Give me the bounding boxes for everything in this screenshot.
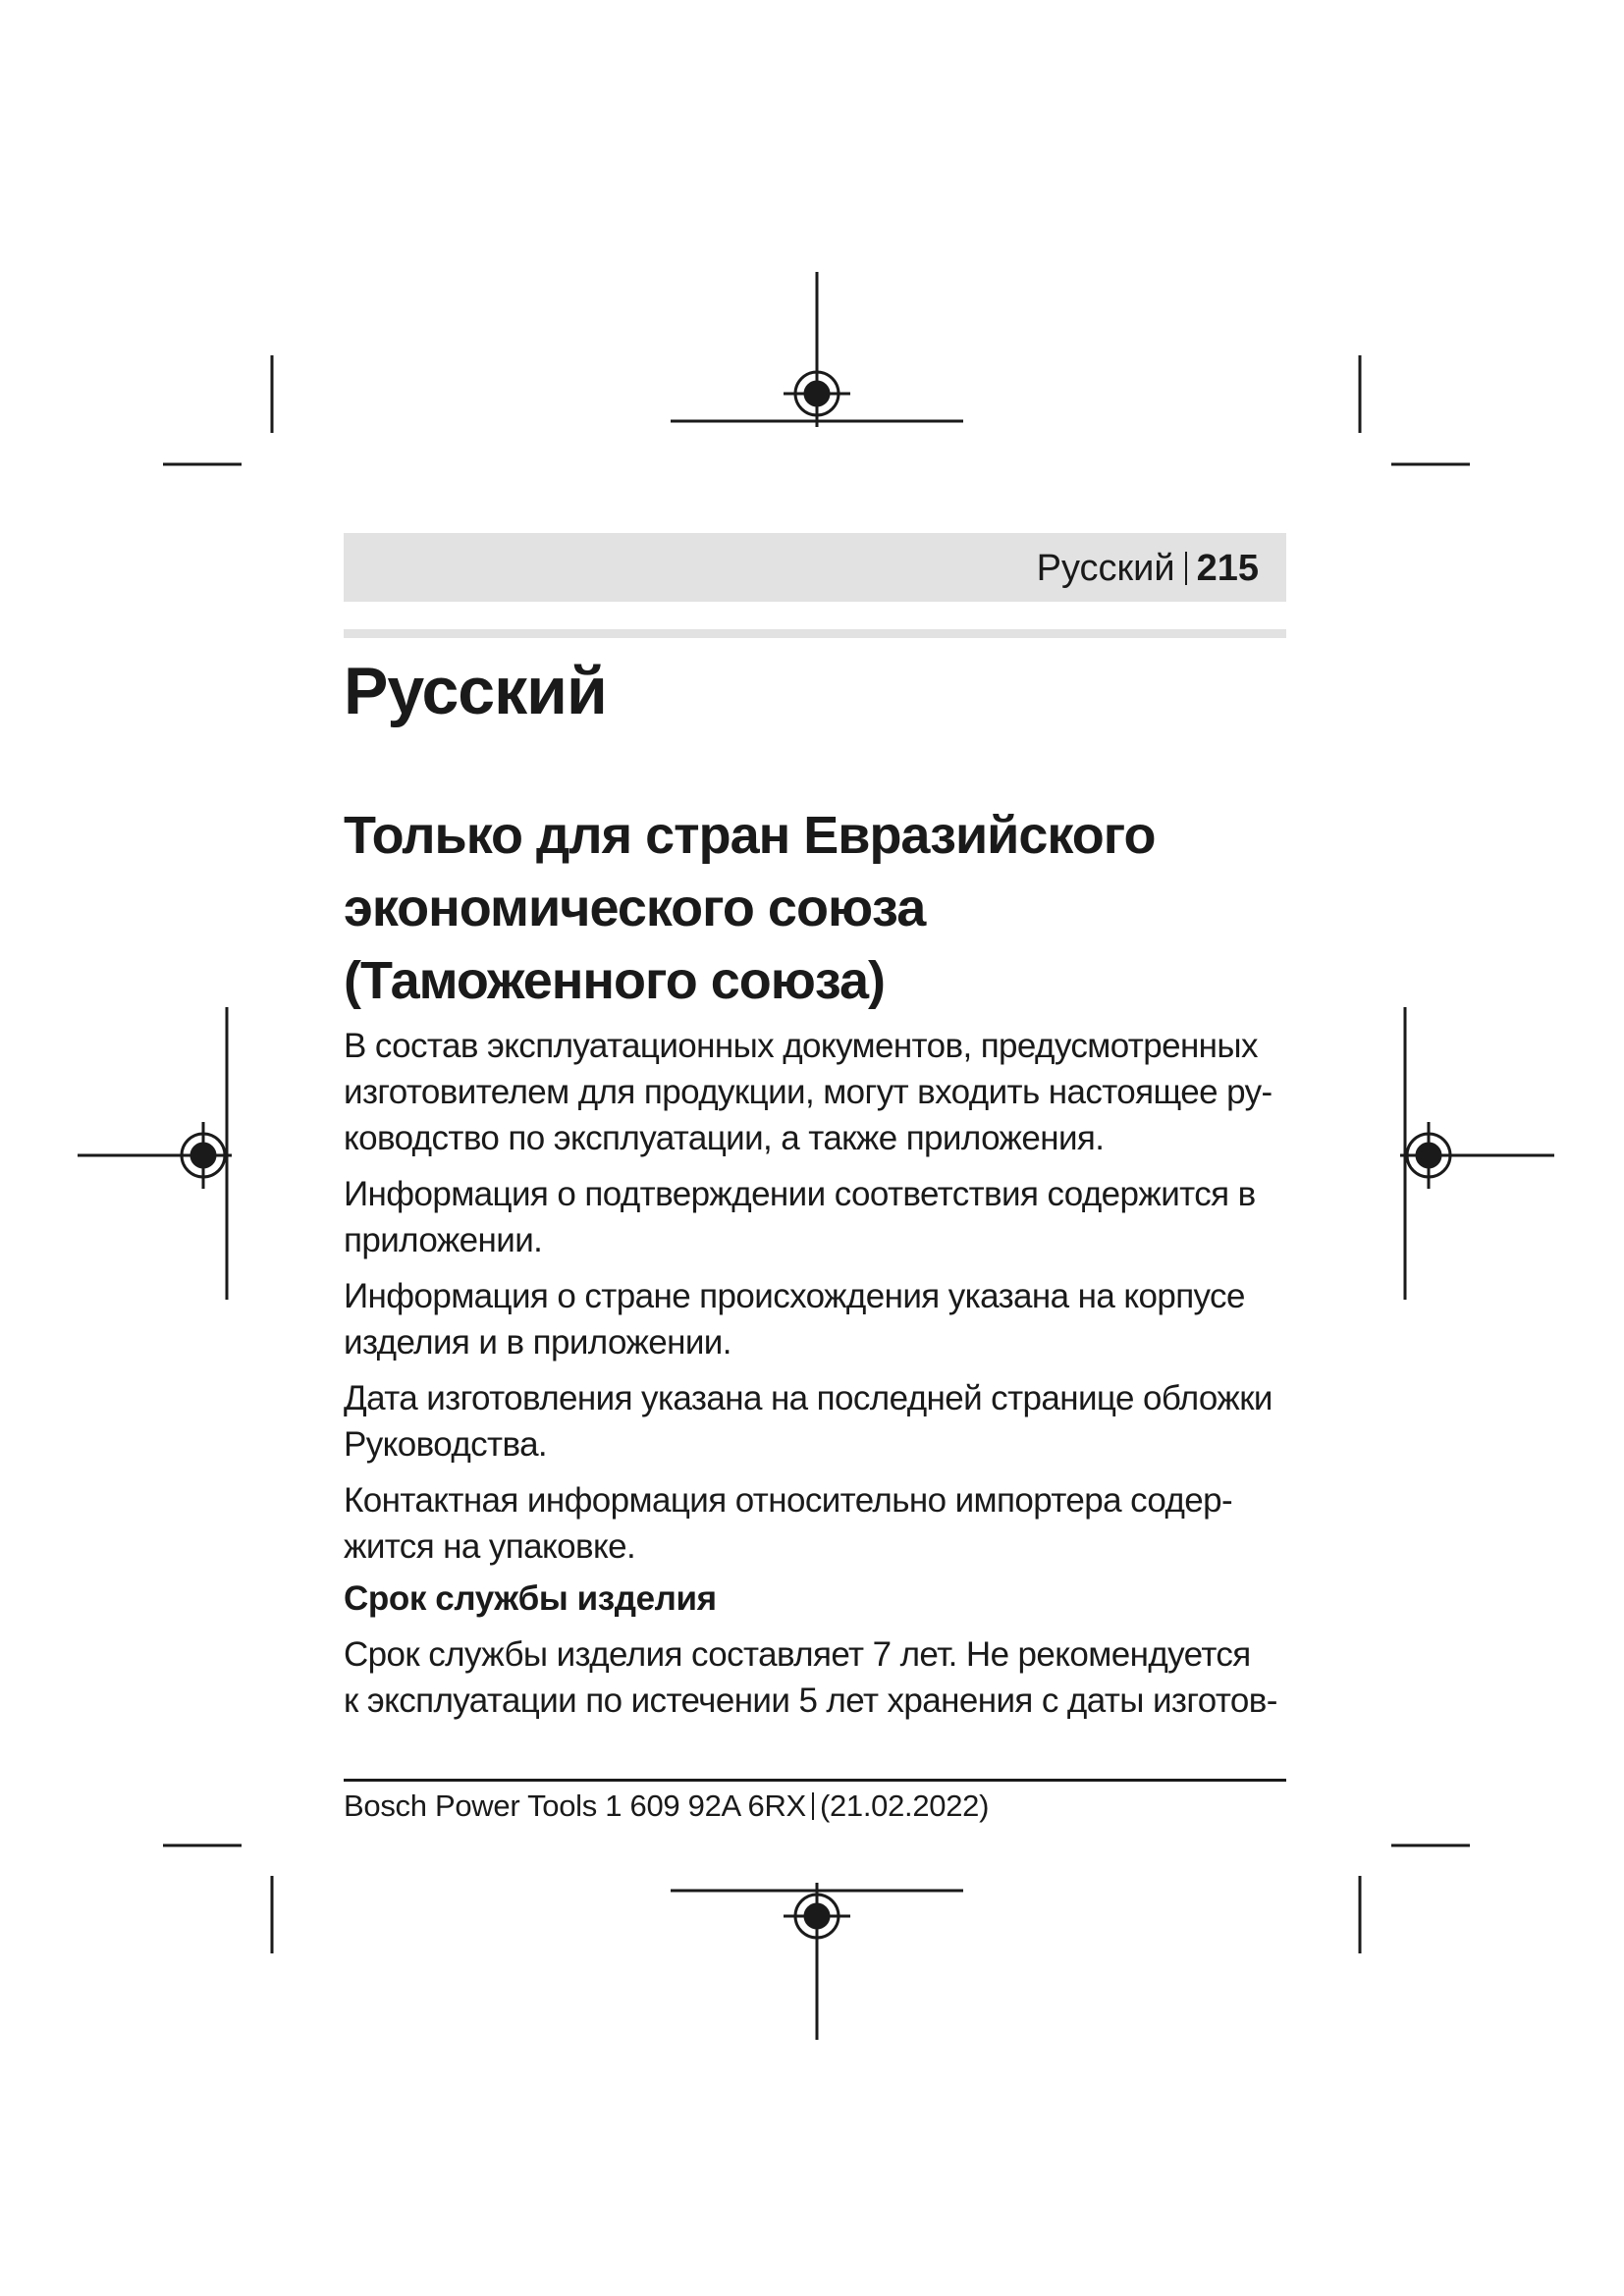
text-line: жится на упаковке. [344, 1527, 636, 1566]
registration-mark-top [671, 272, 963, 427]
running-header [344, 533, 1286, 602]
section-title-line: (Таможенного союза) [344, 951, 886, 1010]
language-title: Русский [344, 654, 607, 728]
header-language: Русский [1036, 548, 1175, 589]
text-line: Руководства. [344, 1425, 548, 1464]
footer-rule [344, 1779, 1286, 1782]
text-line: Информация о стране происхождения указана на корпусе [344, 1277, 1245, 1315]
paragraph-service-life [344, 1631, 1286, 1724]
text-line: изделия и в приложении. [344, 1323, 731, 1362]
text-line: изготовителем для продукции, могут входить настоящее ру- [344, 1073, 1272, 1111]
registration-mark-left [78, 1007, 232, 1300]
page-content [344, 652, 1286, 1724]
text-line: приложении. [344, 1221, 543, 1259]
header-rule [344, 629, 1286, 638]
paragraph-origin [344, 1273, 1286, 1365]
text-line: Дата изготовления указана на последней странице обложки [344, 1379, 1272, 1417]
footer-separator [812, 1792, 814, 1820]
section-title [344, 799, 1286, 1017]
section-title-line: экономического союза [344, 879, 926, 937]
publisher-code: Bosch Power Tools 1 609 92A 6RX [344, 1789, 806, 1823]
publication-date: (21.02.2022) [819, 1789, 990, 1823]
registration-mark-right [1400, 1007, 1554, 1300]
section-title-line: Только для стран Евразийского [344, 806, 1156, 865]
text-line: Информация о подтверждении соответствия содержится в [344, 1175, 1256, 1213]
footer [344, 1787, 989, 1826]
page-number: 215 [1196, 548, 1259, 589]
text-line: Контактная информация относительно импортера содер- [344, 1481, 1233, 1520]
running-header-text [1037, 547, 1259, 590]
service-life-heading: Срок службы изделия [344, 1579, 717, 1618]
paragraph-manufacture-date [344, 1375, 1286, 1468]
text-line: Срок службы изделия составляет 7 лет. Не рекомендуется [344, 1635, 1251, 1674]
text-line: В состав эксплуатационных документов, предусмотренных [344, 1027, 1258, 1065]
paragraph-documents [344, 1023, 1286, 1161]
paragraph-importer [344, 1477, 1286, 1570]
paragraph-conformity [344, 1171, 1286, 1263]
text-line: ководство по эксплуатации, а также приложения. [344, 1119, 1105, 1157]
text-line: к эксплуатации по истечении 5 лет хранения с даты изготов- [344, 1682, 1277, 1720]
registration-mark-bottom [671, 1883, 963, 2040]
header-separator [1185, 552, 1187, 585]
